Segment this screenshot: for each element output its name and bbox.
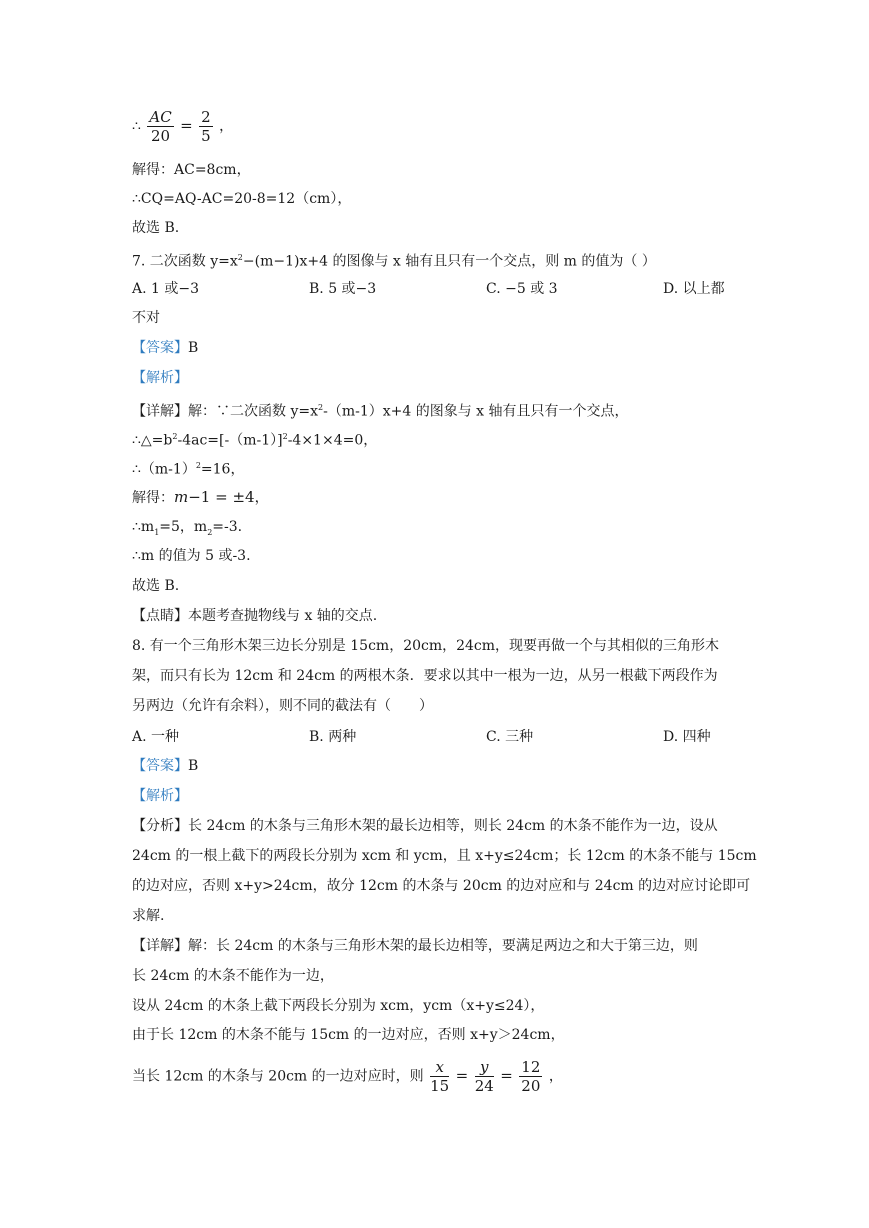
fenxi-8-line3: 的边对应，否则 x+y>24cm，故分 12cm 的木条与 20cm 的边对应和与 24cm 的边对应讨论即可 (132, 878, 751, 894)
fraction-ac-20: $\frac{AC}{20}$ (149, 108, 172, 145)
comment-7: 【点睛】本题考查抛物线与 x 轴的交点. (132, 608, 378, 624)
detail-8-line4: 由于长 12cm 的木条不能与 15cm 的一边对应，否则 x+y＞24cm， (132, 1027, 565, 1043)
q7-option-d-cont: 不对 (132, 310, 160, 326)
q8-option-a: A. 一种 (132, 729, 180, 745)
q7-option-b: B. 5 或−3 (309, 281, 377, 297)
fenxi-8-line2: 24cm 的一根上截下的两段长分别为 xcm 和 ycm，且 x+y≤24cm；长 12cm 的木条不能与 15cm (132, 848, 757, 864)
analysis-7: 【解析】 (132, 370, 188, 386)
fraction-y-24: $\frac{y}{24}$ (474, 1058, 494, 1095)
q8-option-b: B. 两种 (309, 729, 357, 745)
detail-7-line1: 【详解】解：∵二次函数 $y=x^2-(m-1)x+4$ 的图象与 x 轴有且只有一个交点， (132, 403, 629, 420)
detail-8-line2: 长 24cm 的木条不能作为一边， (132, 968, 334, 984)
q7-option-c: C. −5 或 3 (486, 281, 558, 297)
fenxi-8-line4: 求解. (132, 908, 165, 924)
detail-8-line1: 【详解】解：长 24cm 的木条与三角形木架的最长边相等，要满足两边之和大于第三边，则 (132, 938, 698, 954)
ratio-line: ∴ $\frac{AC}{20}$ = $\frac{2}{5}$ ， (132, 108, 234, 145)
fraction-2-5: $\frac{2}{5}$ (201, 108, 211, 145)
q8-option-d: D. 四种 (663, 729, 711, 745)
detail-8-ratio: 当长 12cm 的木条与 20cm 的一边对应时，则 $\frac{x}{15}$ = $\frac{y}{24}$ = $\frac{12}{20}$ ， (132, 1058, 563, 1095)
answer-7: 【答案】B (132, 340, 199, 356)
detail-8-line3: 设从 24cm 的木条上截下两段长分别为 xcm，ycm（x+y≤24）， (132, 998, 545, 1014)
fenxi-8-line1: 【分析】长 24cm 的木条与三角形木架的最长边相等，则长 24cm 的木条不能作为一边，设从 (132, 818, 718, 834)
question-7: 7. 二次函数 $y=x^2-(m-1)x+4$ 的图像与 x 轴有且只有一个交点，则 m 的值为（ ） (132, 253, 656, 270)
q7-option-a: A. 1 或−3 (132, 281, 200, 297)
choose-b: 故选 B. (132, 220, 180, 236)
cq-calc: ∴CQ=AQ-AC=20-8=12（cm）， (132, 191, 352, 207)
detail-7-line3: $\therefore(m-1)^2=16$， (132, 461, 245, 478)
q8-option-c: C. 三种 (486, 729, 534, 745)
solve-ac: 解得：AC=8cm， (132, 162, 251, 178)
detail-7-line7: 故选 B. (132, 578, 180, 594)
therefore-symbol: ∴ (132, 118, 141, 135)
question-8-line3: 另两边（允许有余料），则不同的截法有（ ） (132, 698, 433, 714)
question-8-line2: 架，而只有长为 12cm 和 24cm 的两根木条．要求以其中一根为一边，从另一根截下两段作为 (132, 668, 718, 684)
q7-option-d: D. 以上都 (663, 281, 725, 297)
detail-7-line6: ∴m 的值为 5 或-3. (132, 548, 251, 564)
detail-7-line5: $\therefore m_1=5$，$m_2=-3$. (132, 519, 243, 537)
detail-7-line2: $\therefore\triangle=b^2-4ac=[-(m-1)]^2-4\times 1\times 4=0$， (132, 432, 378, 449)
question-8-line1: 8. 有一个三角形木架三边长分别是 15cm，20cm，24cm，现要再做一个与其相似的三角形木 (132, 638, 720, 654)
fraction-12-20: $\frac{12}{20}$ (521, 1058, 541, 1095)
fraction-x-15: $\frac{x}{15}$ (430, 1058, 450, 1095)
answer-8: 【答案】B (132, 758, 199, 774)
analysis-8: 【解析】 (132, 788, 188, 804)
detail-7-line4: 解得：m−1 = ±4， (132, 488, 269, 506)
